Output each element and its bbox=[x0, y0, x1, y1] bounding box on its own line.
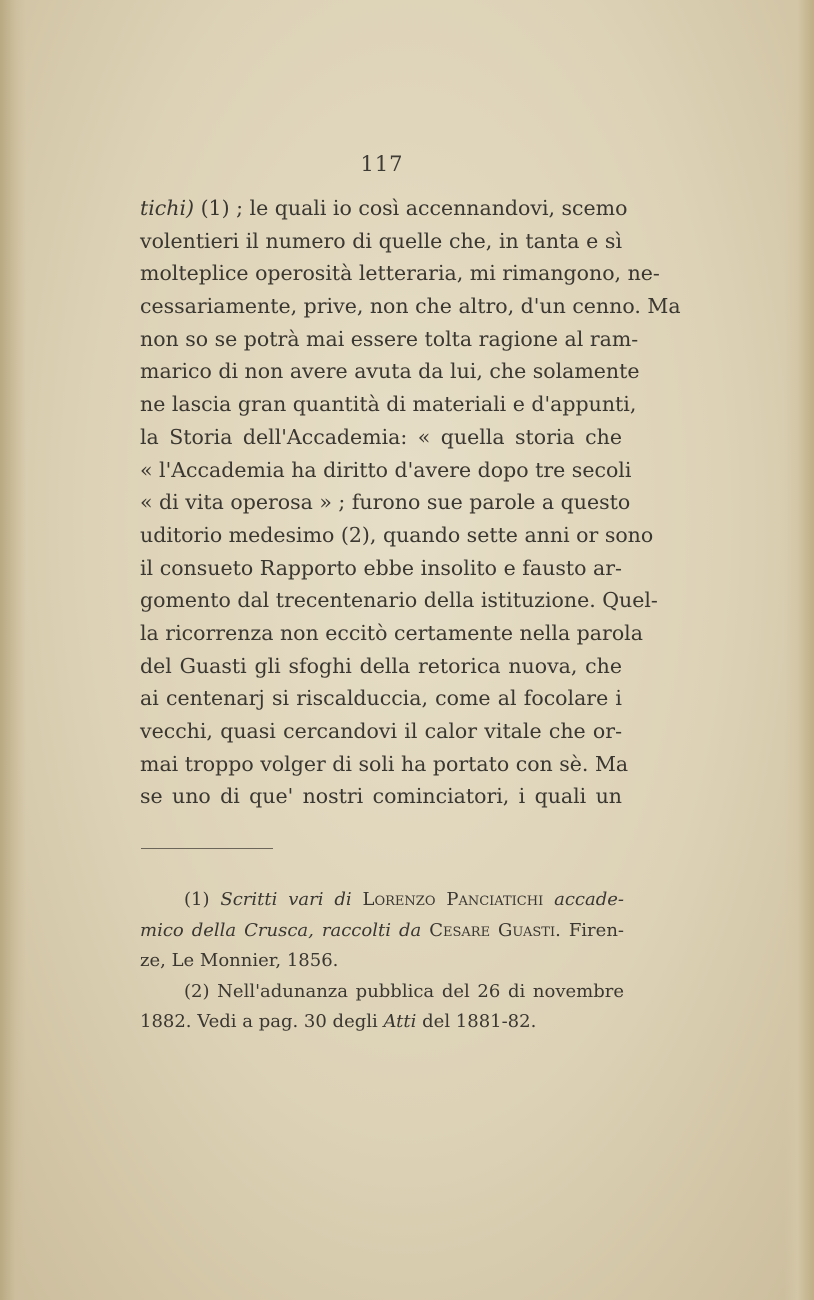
text-line: uditorio medesimo (2), quando sette anni or sono bbox=[140, 522, 654, 547]
text-line: ne lascia gran quantità di materiali e d'appunti, bbox=[140, 392, 637, 417]
footnotes bbox=[140, 885, 624, 1038]
text-line: se uno di que' nostri cominciatori, i quali un bbox=[140, 784, 622, 809]
text-line: la Storia dell'Accademia: « quella storia che bbox=[140, 424, 622, 449]
footnote-2-line: (2) Nell'adunanza pubblica del 26 di novembre bbox=[184, 980, 624, 1002]
text-line: cessariamente, prive, non che altro, d'un cenno. Ma bbox=[140, 294, 681, 319]
text-line: volentieri il numero di quelle che, in tanta e sì bbox=[140, 228, 622, 253]
text-line: mai troppo volger di soli ha portato con sè. Ma bbox=[140, 751, 629, 776]
text-line: non so se potrà mai essere tolta ragione al ram- bbox=[140, 326, 639, 351]
text-line: la ricorrenza non eccitò certamente nella parola bbox=[140, 620, 643, 645]
footnote-separator bbox=[141, 848, 273, 849]
footnote-1-line: mico della Crusca, raccolti da Cesare Guasti. Firen- bbox=[140, 919, 624, 941]
text-line: molteplice operosità letteraria, mi rimangono, ne- bbox=[140, 261, 660, 286]
footnote-2-line: 1882. Vedi a pag. 30 degli Atti del 1881-82. bbox=[140, 1011, 537, 1032]
text-line: « di vita operosa » ; furono sue parole a questo bbox=[140, 490, 631, 515]
text-line: il consueto Rapporto ebbe insolito e fausto ar- bbox=[140, 555, 622, 580]
text-line: del Guasti gli sfoghi della retorica nuova, che bbox=[140, 653, 622, 678]
page-number: 117 bbox=[360, 152, 404, 176]
text-line: ai centenarj si riscalduccia, come al focolare i bbox=[140, 686, 622, 711]
footnote-1-line: ze, Le Monnier, 1856. bbox=[140, 950, 339, 971]
text-line: « l'Accademia ha diritto d'avere dopo tre secoli bbox=[140, 457, 632, 482]
footnote-1-line: (1) Scritti vari di Lorenzo Panciatichi accade- bbox=[184, 889, 624, 910]
text-line: tichi) (1) ; le quali io così accennandovi, scemo bbox=[140, 196, 628, 220]
italic-word: tichi) bbox=[140, 196, 195, 220]
text-line: marico di non avere avuta da lui, che solamente bbox=[140, 359, 640, 384]
text-line: vecchi, quasi cercandovi il calor vitale che or- bbox=[140, 719, 622, 743]
body-text bbox=[140, 192, 681, 813]
text-line: gomento dal trecentenario della istituzione. Quel- bbox=[140, 588, 658, 613]
